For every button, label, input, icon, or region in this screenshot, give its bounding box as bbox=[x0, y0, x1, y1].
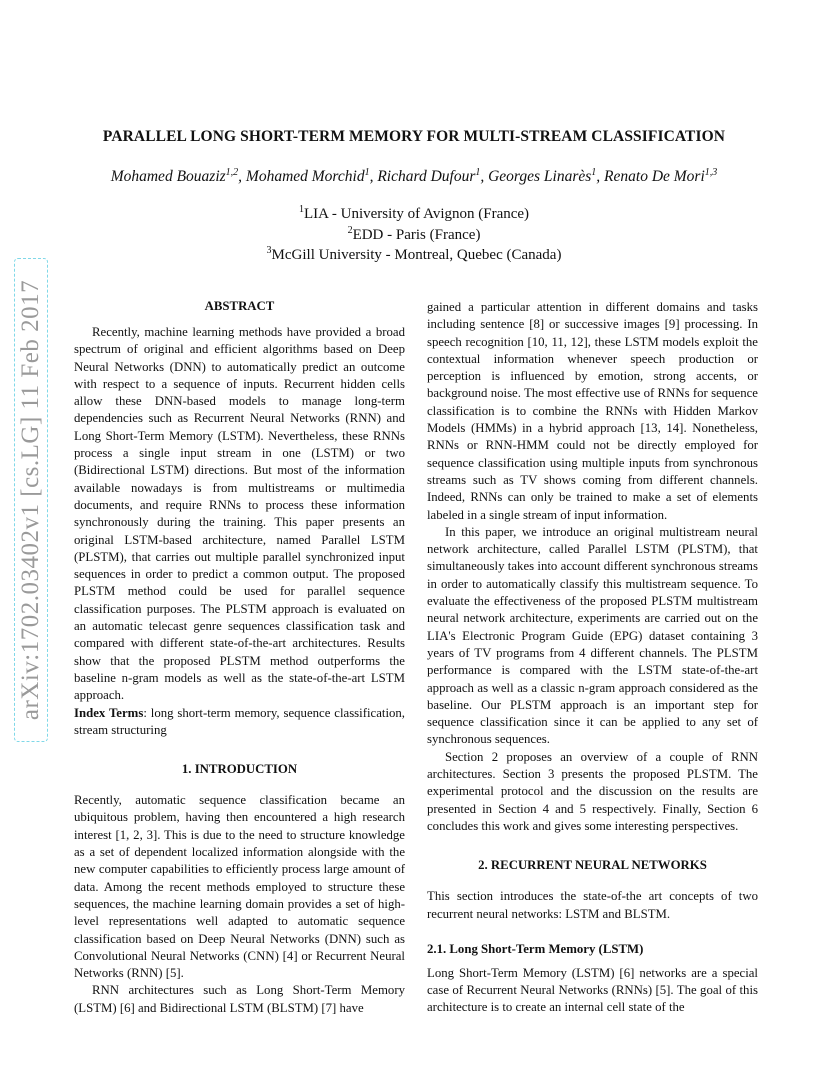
author-5: Renato De Mori bbox=[604, 168, 705, 185]
affiliation-2: $^2$EDD - Paris (France) bbox=[347, 224, 481, 243]
index-terms-label: Index Terms bbox=[74, 705, 144, 720]
rnn-heading: 2. RECURRENT NEURAL NETWORKS bbox=[478, 858, 707, 873]
author-list: Mohamed Bouaziz$^{1,2}$, Mohamed Morchid$^1$, Richard Dufour$^1$, Georges Linarès$^1$, Renato De Mori$^{1,3}$ bbox=[110, 166, 718, 185]
right-paragraph-3: Section 2 proposes an overview of a couple of RNN architectures. Section 3 presents the proposed PLSTM. The experimental protocol and the discussion on the results are presented in Section 4 and 5 respectively. Finally, Section 6 concludes this work and gives some interesting perspectives. bbox=[427, 749, 758, 833]
author-1-sup: 1,2 bbox=[225, 166, 239, 178]
index-terms bbox=[74, 705, 405, 740]
right-paragraph-1: gained a particular attention in different domains and tasks including sentence [8] or successive images [9] processing. In speech recognition [10, 11, 12], these LSTM models exploit the contextual information whenever speech production or perception is influenced by emotion, strong accents, or background noise. The most effective use of RNNs for sequence classification is to combine the RNNs with Hidden Markov Models (HMMs) in a hybrid approach [13, 14]. Nonetheless, RNNs or RNN-HMM could not be directly employed for sequence classification using multiple inputs from synchronous streams such as TV shows coming from different channels. Indeed, RNNs can only be trained to make a set of elements labeled in a single stream of input information. bbox=[427, 300, 758, 522]
affiliation-3: $^3$McGill University - Montreal, Quebec (Canada) bbox=[266, 245, 562, 263]
author-2-sup: 1 bbox=[364, 166, 370, 178]
author-4-sup: 1 bbox=[591, 166, 597, 178]
arxiv-stamp bbox=[16, 260, 46, 740]
author-5-sup: 1,3 bbox=[704, 166, 718, 178]
right-column bbox=[427, 299, 758, 1017]
intro-paragraph-1: Recently, automatic sequence classification became an ubiquitous problem, having then encountered a high research interest [1, 2, 3]. This is due to the need to structure knowledge as a set of dependent localized information alongside with the new computer capabilities to efficiently process large amount of data. Among the recent methods employed to structure these sequences, the machine learning domain provides a set of high-level representations well adapted to automatic sequence classification based on Deep Neural Networks (DNN) such as Convolutional Neural Networks (CNN) [4] or Recurrent Neural Networks (RNN) [5]. bbox=[74, 793, 405, 981]
right-paragraph-2: In this paper, we introduce an original multistream neural network architecture, called Parallel LSTM (PLSTM), that simultaneously takes into account different synchronous streams in order to automatically classify this multistream sequence. To evaluate the effectiveness of the proposed PLSTM multistream neural network architecture, experiments are carried out on the LIA's Electronic Program Guide (EPG) dataset containing 3 years of TV programs from 4 different channels. The PLSTM performance is compared with the LSTM state-of-the-art approach as well as a classic n-gram approach considered as the baseline. Our PLSTM approach is an important step for sequence classification since it can be applied to any set of synchronous sequences. bbox=[427, 524, 758, 747]
abstract-text: Recently, machine learning methods have provided a broad spectrum of original and efficient algorithms based on Deep Neural Networks (DNN) to automatically predict an outcome with respect to a sequence of inputs. Recurrent hidden cells allow these DNN-based models to manage long-term dependencies such as Recurrent Neural Networks (RNN) and Long Short-Term Memory (LSTM). Nevertheless, these RNNs process a single input stream in one (LSTM) or two (Bidirectional LSTM) directions. But most of the information available nowadays is from multistreams or multimedia documents, and require RNNs to process these information synchronously during the training. This paper presents an original LSTM-based architecture, named Parallel LSTM (PLSTM), that carries out multiple parallel synchronized input sequences in order to predict a common output. The proposed PLSTM method could be used for parallel sequence classification purposes. The PLSTM approach is evaluated on an automatic telecast genre sequences classification task and compared with different state-of-the-art architectures. Results show that the proposed PLSTM method outperforms the baseline n-gram models as well as the state-of-the-art LSTM approach. bbox=[74, 325, 405, 703]
index-terms-text: : long short-term memory, sequence classification, stream structuring bbox=[74, 705, 405, 737]
affiliations bbox=[0, 204, 828, 266]
author-4: Georges Linarès bbox=[488, 168, 592, 185]
intro-heading: 1. INTRODUCTION bbox=[181, 762, 298, 777]
paper-title: PARALLEL LONG SHORT-TERM MEMORY FOR MULTI-STREAM CLASSIFICATION bbox=[102, 128, 726, 145]
abstract-heading: ABSTRACT bbox=[204, 299, 275, 313]
lstm-subheading: 2.1. Long Short-Term Memory (LSTM) bbox=[427, 941, 644, 956]
author-2: Mohamed Morchid bbox=[245, 168, 365, 185]
lstm-paragraph-1: Long Short-Term Memory (LSTM) [6] networks are a special case of Recurrent Neural Networks (RNNs) [5]. The goal of this architecture is to create an internal cell state of the bbox=[427, 965, 758, 1015]
arxiv-id: arXiv:1702.03402v1 [cs.LG] 11 Feb 2017 bbox=[17, 279, 44, 721]
left-column bbox=[74, 298, 405, 1017]
author-3-sup: 1 bbox=[475, 166, 481, 178]
affiliation-1: $^1$LIA - University of Avignon (France) bbox=[298, 204, 530, 222]
author-3: Richard Dufour bbox=[377, 168, 476, 185]
intro-paragraph-2: RNN architectures such as Long Short-Term Memory (LSTM) [6] and Bidirectional LSTM (BLSTM) [7] have bbox=[74, 983, 405, 1015]
rnn-paragraph-1: This section introduces the state-of-the art concepts of two recurrent neural networks: LSTM and BLSTM. bbox=[427, 889, 758, 921]
author-1: Mohamed Bouaziz bbox=[110, 168, 226, 185]
